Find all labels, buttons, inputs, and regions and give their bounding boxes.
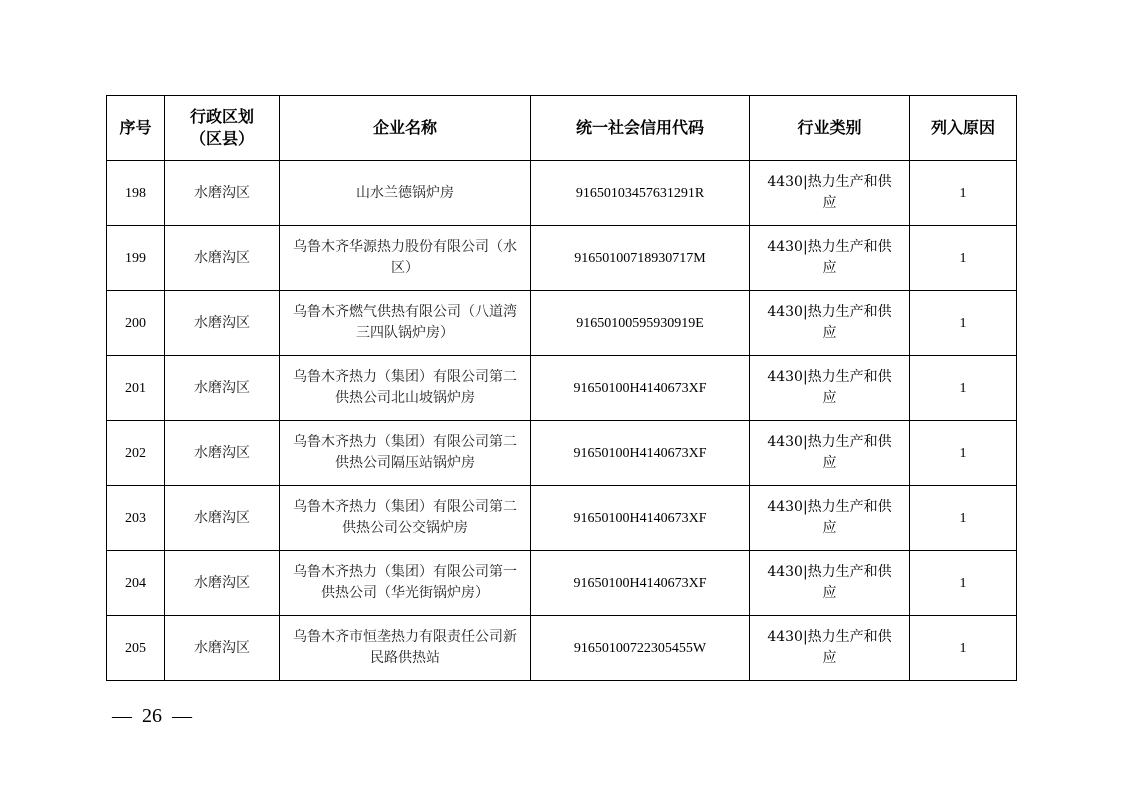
cell-serial-no: 203 xyxy=(107,486,165,551)
cell-district: 水磨沟区 xyxy=(165,421,280,486)
cell-credit-code: 91650100H4140673XF xyxy=(531,551,750,616)
cell-reason: 1 xyxy=(910,161,1017,226)
table-row xyxy=(107,226,1017,291)
table-row xyxy=(107,616,1017,681)
cell-serial-no: 200 xyxy=(107,291,165,356)
page-footer xyxy=(112,705,192,728)
cell-reason: 1 xyxy=(910,486,1017,551)
cell-industry: 4430|热力生产和供应 xyxy=(750,356,910,421)
header-industry: 行业类别 xyxy=(750,96,910,161)
header-district-line2: （区县） xyxy=(189,129,254,148)
cell-district: 水磨沟区 xyxy=(165,291,280,356)
cell-serial-no: 205 xyxy=(107,616,165,681)
cell-credit-code: 91650100718930717M xyxy=(531,226,750,291)
header-reason: 列入原因 xyxy=(910,96,1017,161)
cell-industry: 4430|热力生产和供应 xyxy=(750,226,910,291)
cell-serial-no: 198 xyxy=(107,161,165,226)
cell-district: 水磨沟区 xyxy=(165,356,280,421)
table-row xyxy=(107,356,1017,421)
cell-industry: 4430|热力生产和供应 xyxy=(750,486,910,551)
cell-credit-code: 91650100H4140673XF xyxy=(531,421,750,486)
table-row xyxy=(107,551,1017,616)
cell-reason: 1 xyxy=(910,421,1017,486)
cell-enterprise-name: 乌鲁木齐华源热力股份有限公司（水区） xyxy=(280,226,531,291)
cell-district: 水磨沟区 xyxy=(165,161,280,226)
table-row xyxy=(107,486,1017,551)
cell-reason: 1 xyxy=(910,226,1017,291)
header-credit-code: 统一社会信用代码 xyxy=(531,96,750,161)
cell-serial-no: 202 xyxy=(107,421,165,486)
header-enterprise-name: 企业名称 xyxy=(280,96,531,161)
cell-enterprise-name: 乌鲁木齐热力（集团）有限公司第一供热公司（华光街锅炉房） xyxy=(280,551,531,616)
table-row xyxy=(107,161,1017,226)
footer-dash-right: — xyxy=(172,705,192,727)
cell-industry: 4430|热力生产和供应 xyxy=(750,291,910,356)
table-row xyxy=(107,291,1017,356)
cell-credit-code: 91650100722305455W xyxy=(531,616,750,681)
table-header-row xyxy=(107,96,1017,161)
cell-reason: 1 xyxy=(910,551,1017,616)
cell-credit-code: 91650100H4140673XF xyxy=(531,486,750,551)
cell-serial-no: 201 xyxy=(107,356,165,421)
cell-reason: 1 xyxy=(910,356,1017,421)
header-district-line1: 行政区划 xyxy=(189,107,254,126)
cell-enterprise-name: 乌鲁木齐热力（集团）有限公司第二供热公司隔压站锅炉房 xyxy=(280,421,531,486)
cell-credit-code: 91650100595930919E xyxy=(531,291,750,356)
cell-district: 水磨沟区 xyxy=(165,486,280,551)
cell-enterprise-name: 山水兰德锅炉房 xyxy=(280,161,531,226)
header-district xyxy=(165,96,280,161)
cell-reason: 1 xyxy=(910,616,1017,681)
enterprise-table xyxy=(106,95,1017,681)
cell-industry: 4430|热力生产和供应 xyxy=(750,421,910,486)
cell-serial-no: 199 xyxy=(107,226,165,291)
cell-industry: 4430|热力生产和供应 xyxy=(750,161,910,226)
table-row xyxy=(107,421,1017,486)
cell-credit-code: 91650100H4140673XF xyxy=(531,356,750,421)
page-number: 26 xyxy=(142,705,162,727)
cell-district: 水磨沟区 xyxy=(165,226,280,291)
cell-district: 水磨沟区 xyxy=(165,551,280,616)
cell-reason: 1 xyxy=(910,291,1017,356)
cell-district: 水磨沟区 xyxy=(165,616,280,681)
footer-dash-left: — xyxy=(112,705,132,727)
cell-enterprise-name: 乌鲁木齐热力（集团）有限公司第二供热公司北山坡锅炉房 xyxy=(280,356,531,421)
header-serial-no: 序号 xyxy=(107,96,165,161)
cell-industry: 4430|热力生产和供应 xyxy=(750,551,910,616)
cell-industry: 4430|热力生产和供应 xyxy=(750,616,910,681)
cell-credit-code: 91650103457631291R xyxy=(531,161,750,226)
cell-enterprise-name: 乌鲁木齐燃气供热有限公司（八道湾三四队锅炉房） xyxy=(280,291,531,356)
cell-enterprise-name: 乌鲁木齐热力（集团）有限公司第二供热公司公交锅炉房 xyxy=(280,486,531,551)
cell-serial-no: 204 xyxy=(107,551,165,616)
table-body xyxy=(107,161,1017,681)
cell-enterprise-name: 乌鲁木齐市恒垄热力有限责任公司新民路供热站 xyxy=(280,616,531,681)
